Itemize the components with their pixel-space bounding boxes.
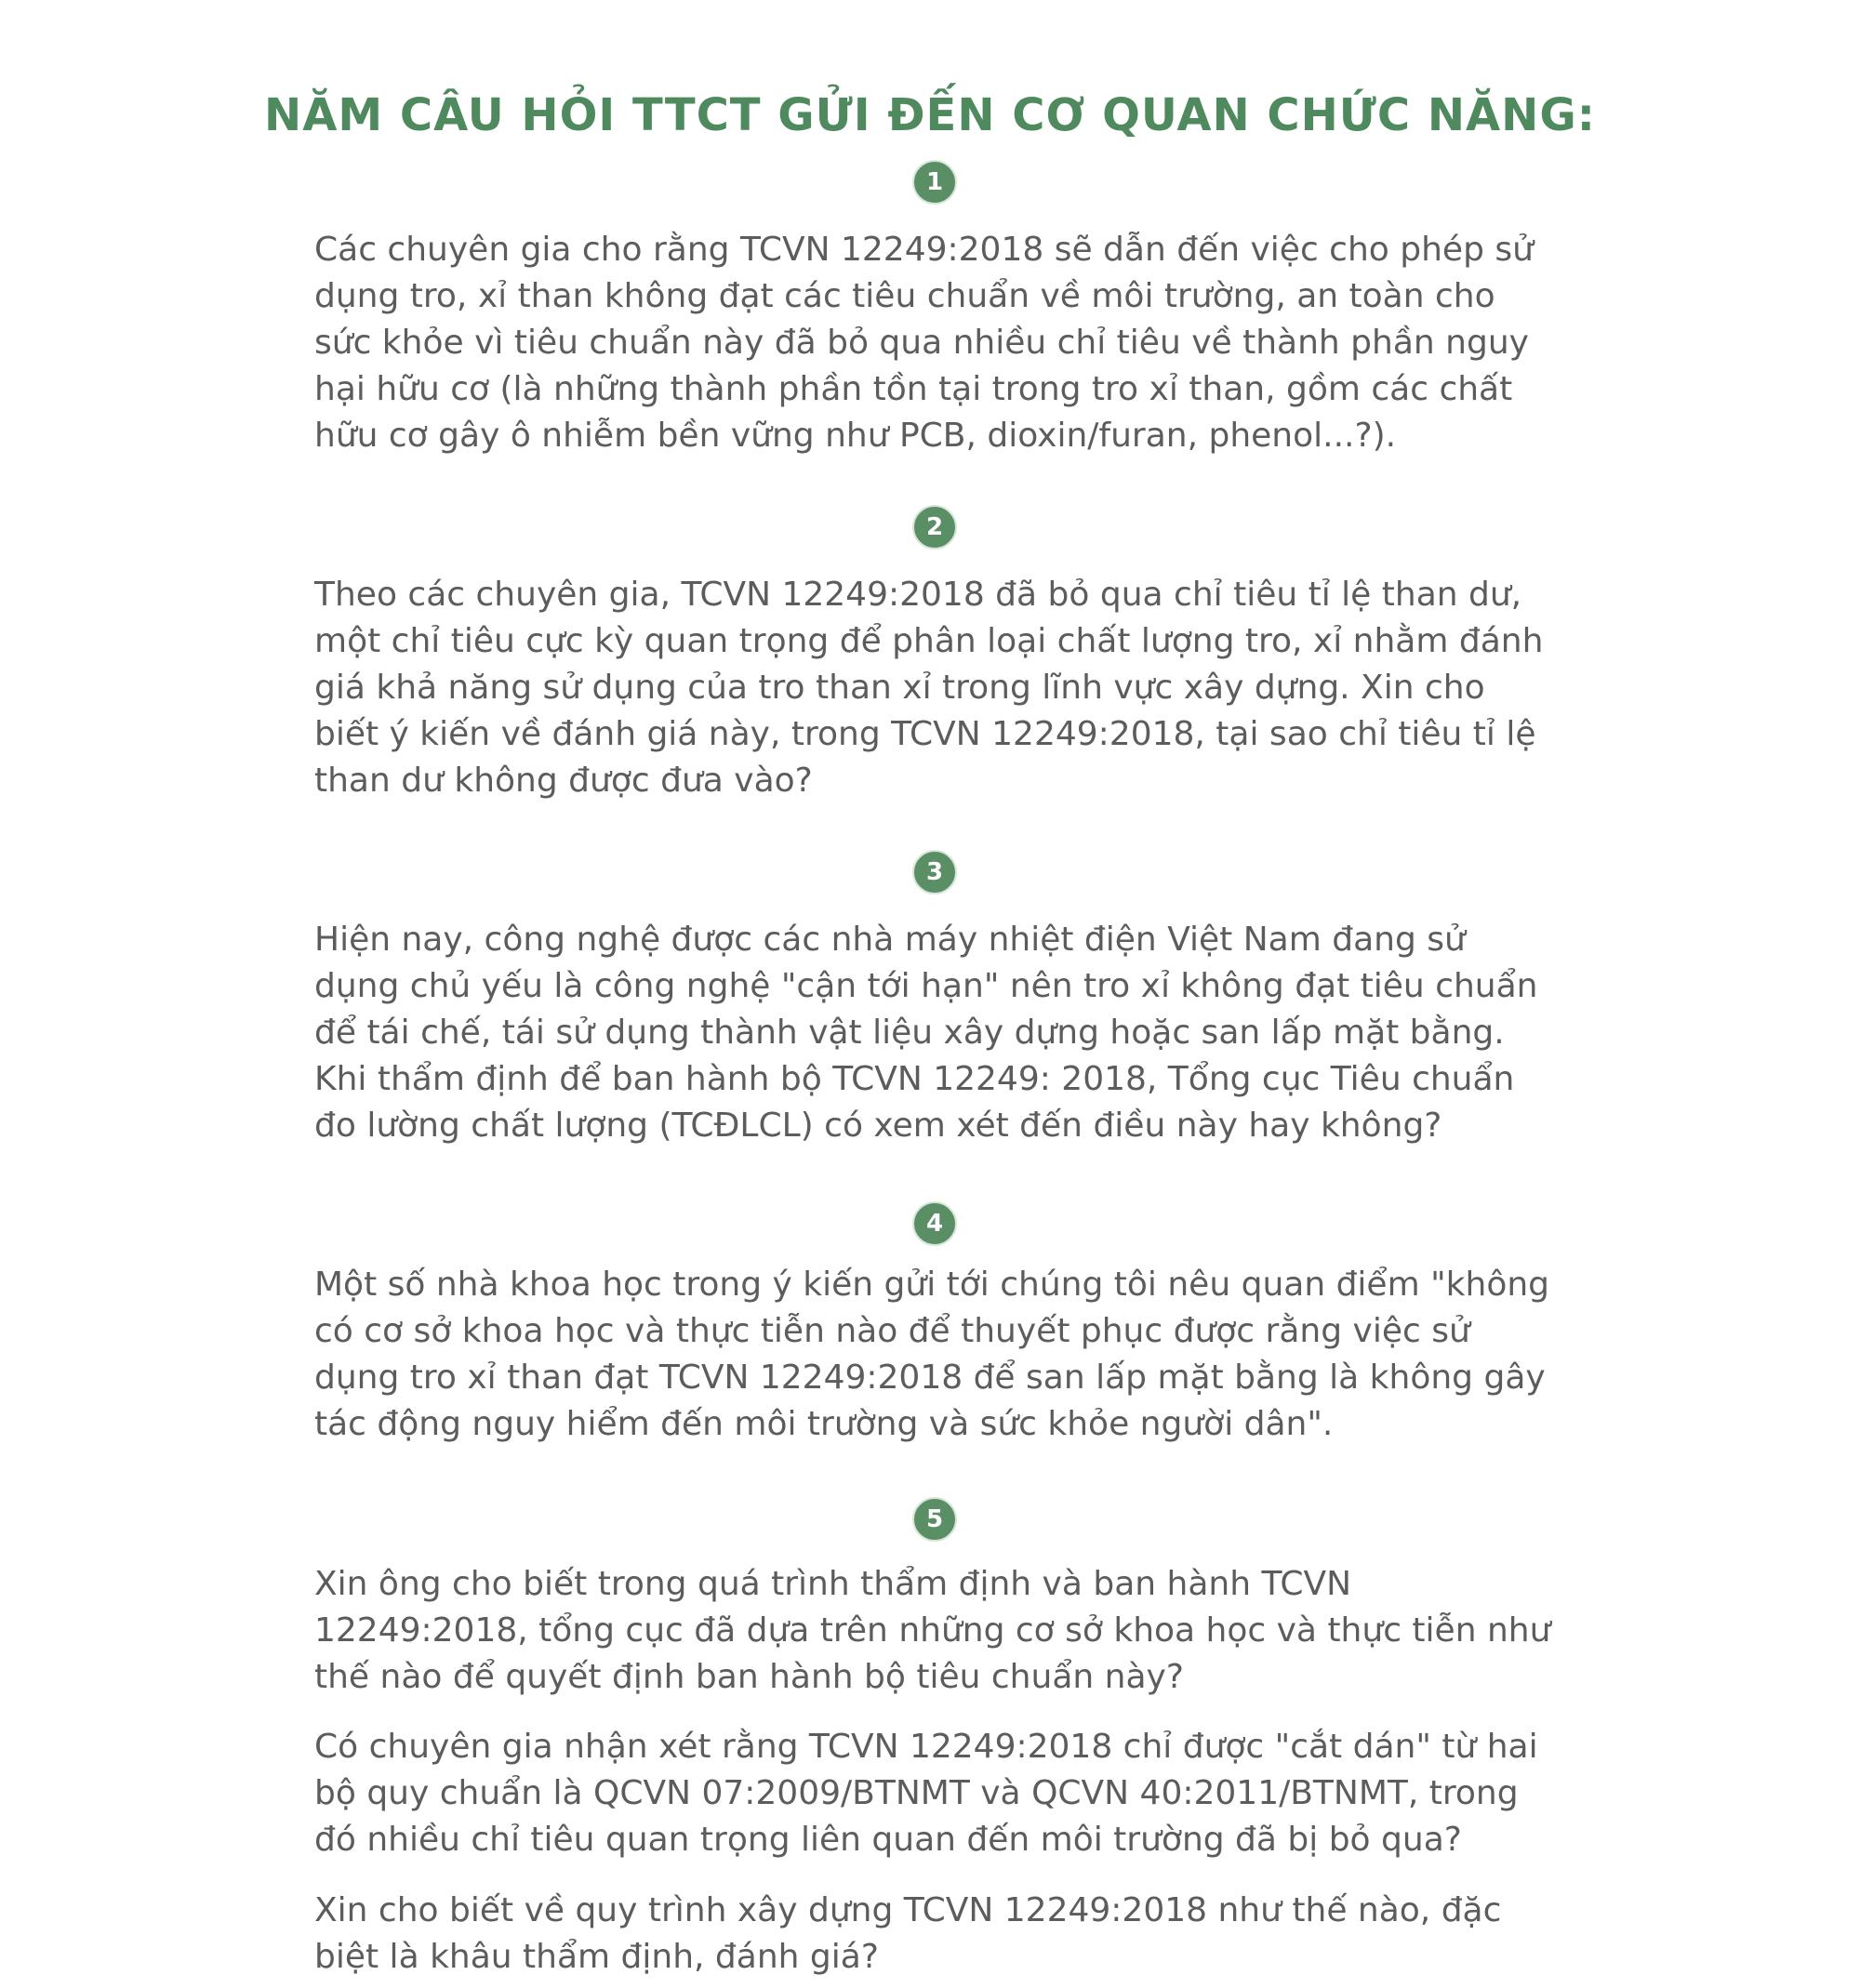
- question-5-paragraph-1: Xin ông cho biết trong quá trình thẩm định và ban hành TCVN 12249:2018, tổng cục đã dựa trên những cơ sở khoa học và thực tiễn như thế nào để quyết định ban hành bộ tiêu chuẩn này?: [314, 1565, 1551, 1696]
- question-5-paragraph-2: Có chuyên gia nhận xét rằng TCVN 12249:2018 chỉ được "cắt dán" từ hai bộ quy chuẩn là QCVN 07:2009/BTNMT và QCVN 40:2011/BTNMT, trong đó nhiều chỉ tiêu quan trọng liên quan đến môi trường đã bị bỏ qua?: [314, 1728, 1538, 1859]
- question-number-badge-2: 2: [912, 505, 957, 550]
- question-5-paragraph-3: Xin cho biết về quy trình xây dựng TCVN 12249:2018 như thế nào, đặc biệt là khâu thẩm định, đánh giá?: [314, 1891, 1502, 1976]
- question-3-text: Hiện nay, công nghệ được các nhà máy nhiệt điện Việt Nam đang sử dụng chủ yếu là công nghệ "cận tới hạn" nên tro xỉ không đạt tiêu chuẩn để tái chế, tái sử dụng thành vật liệu xây dựng hoặc san lấp mặt bằng. Khi thẩm định để ban hành bộ TCVN 12249: 2018, Tổng cục Tiêu chuẩn đo lường chất lượng (TCĐLCL) có xem xét đến điều này hay không?: [314, 921, 1538, 1145]
- question-1-text: Các chuyên gia cho rằng TCVN 12249:2018 sẽ dẫn đến việc cho phép sử dụng tro, xỉ than không đạt các tiêu chuẩn về môi trường, an toàn cho sức khỏe vì tiêu chuẩn này đã bỏ qua nhiều chỉ tiêu về thành phần nguy hại hữu cơ (là những thành phần tồn tại trong tro xỉ than, gồm các chất hữu cơ gây ô nhiễm bền vững như PCB, dioxin/furan, phenol...?).: [314, 231, 1534, 455]
- question-number-badge-1: 1: [912, 160, 957, 205]
- question-4-text: Một số nhà khoa học trong ý kiến gửi tới chúng tôi nêu quan điểm "không có cơ sở khoa học và thực tiễn nào để thuyết phục được rằng việc sử dụng tro xỉ than đạt TCVN 12249:2018 để san lấp mặt bằng là không gây tác động nguy hiểm đến môi trường và sức khỏe người dân".: [314, 1266, 1550, 1443]
- question-number-badge-4: 4: [912, 1201, 957, 1246]
- question-number-badge-5: 5: [912, 1497, 957, 1542]
- page-title: NĂM CÂU HỎI TTCT GỬI ĐẾN CƠ QUAN CHỨC NĂNG:: [264, 89, 1596, 142]
- question-number-badge-3: 3: [912, 850, 957, 895]
- question-2-text: Theo các chuyên gia, TCVN 12249:2018 đã bỏ qua chỉ tiêu tỉ lệ than dư, một chỉ tiêu cực kỳ quan trọng để phân loại chất lượng tro, xỉ nhằm đánh giá khả năng sử dụng của tro than xỉ trong lĩnh vực xây dựng. Xin cho biết ý kiến về đánh giá này, trong TCVN 12249:2018, tại sao chỉ tiêu tỉ lệ than dư không được đưa vào?: [314, 576, 1544, 800]
